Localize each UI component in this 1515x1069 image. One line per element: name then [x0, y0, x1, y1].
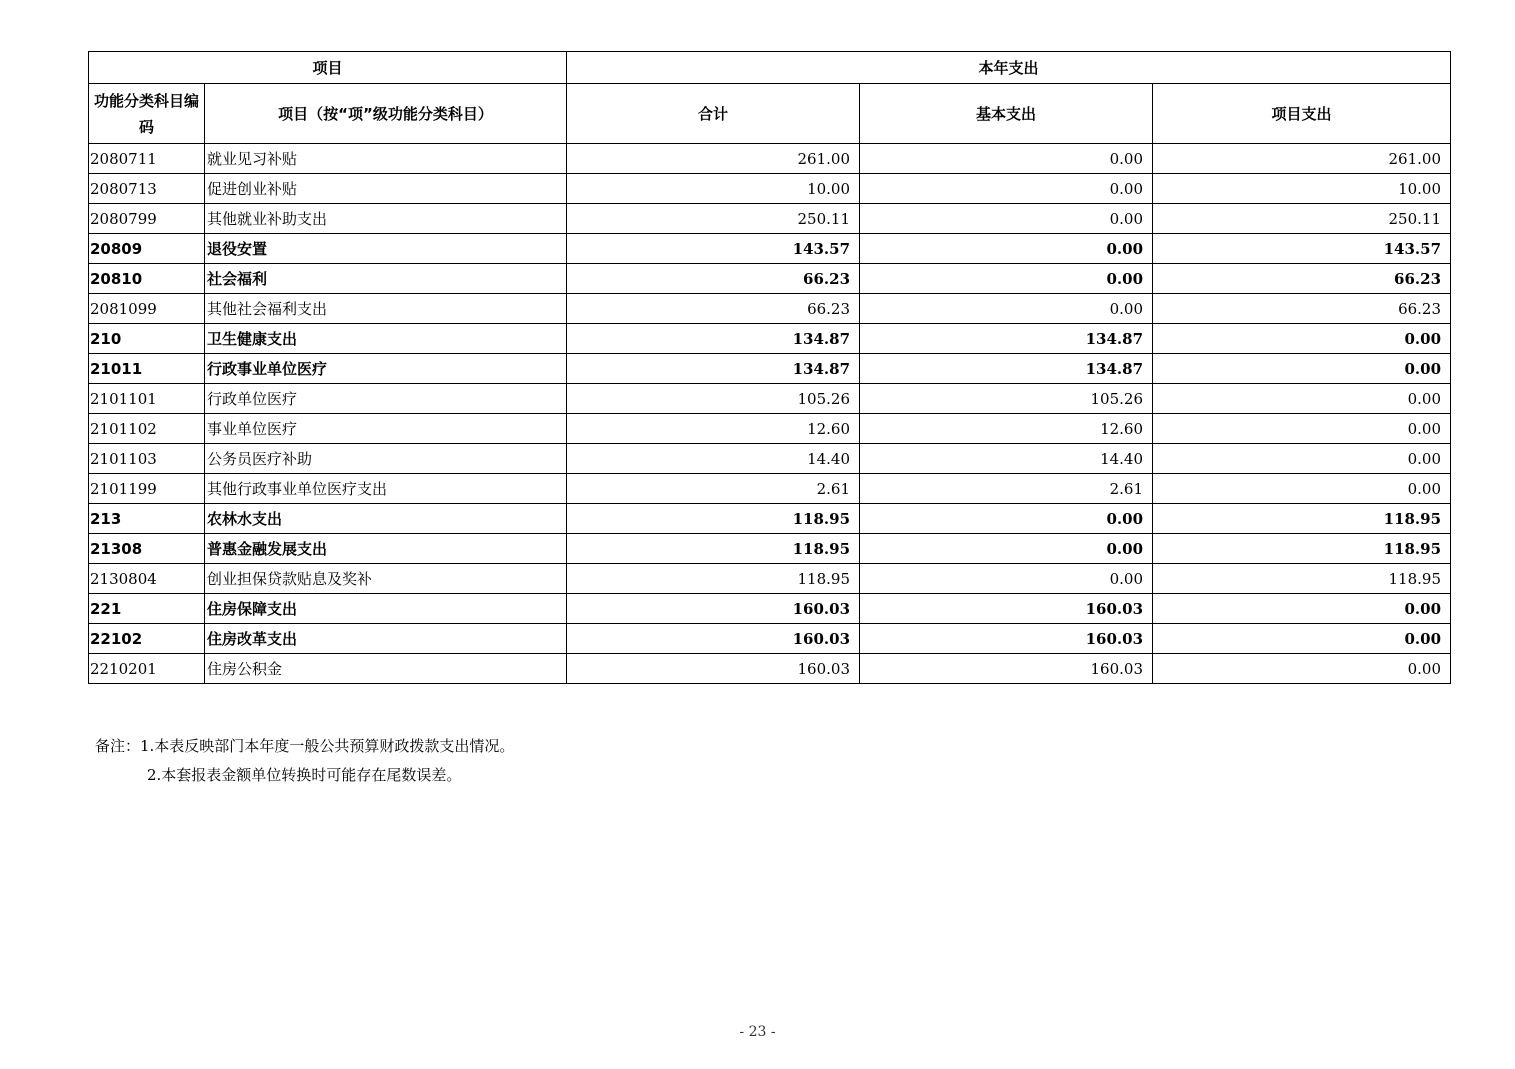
cell-total: 261.00 — [567, 144, 860, 174]
cell-name: 其他行政事业单位医疗支出 — [205, 474, 567, 504]
header-expense-group: 本年支出 — [567, 52, 1451, 84]
cell-basic: 2.61 — [860, 474, 1153, 504]
cell-basic: 0.00 — [860, 144, 1153, 174]
table-row — [89, 174, 1451, 204]
note-line-1: 备注：1.本表反映部门本年度一般公共预算财政拨款支出情况。 — [95, 737, 515, 755]
cell-name: 退役安置 — [205, 234, 567, 264]
cell-basic: 0.00 — [860, 294, 1153, 324]
cell-name: 住房保障支出 — [205, 594, 567, 624]
header-project-column: 项目支出 — [1153, 84, 1451, 144]
table-row — [89, 294, 1451, 324]
budget-expenditure-table — [88, 51, 1451, 684]
cell-project: 0.00 — [1153, 624, 1451, 654]
cell-total: 160.03 — [567, 624, 860, 654]
cell-basic: 160.03 — [860, 624, 1153, 654]
header-total-column: 合计 — [567, 84, 860, 144]
cell-basic: 0.00 — [860, 534, 1153, 564]
header-basic-column: 基本支出 — [860, 84, 1153, 144]
cell-total: 66.23 — [567, 294, 860, 324]
table-row — [89, 384, 1451, 414]
cell-code: 221 — [89, 594, 205, 624]
cell-total: 118.95 — [567, 564, 860, 594]
cell-code: 2080713 — [89, 174, 205, 204]
cell-name: 农林水支出 — [205, 504, 567, 534]
notes — [95, 732, 514, 790]
cell-basic: 0.00 — [860, 564, 1153, 594]
table-row — [89, 234, 1451, 264]
table-row — [89, 534, 1451, 564]
cell-name: 卫生健康支出 — [205, 324, 567, 354]
cell-basic: 0.00 — [860, 234, 1153, 264]
cell-total: 10.00 — [567, 174, 860, 204]
cell-name: 其他就业补助支出 — [205, 204, 567, 234]
cell-total: 12.60 — [567, 414, 860, 444]
cell-project: 0.00 — [1153, 474, 1451, 504]
cell-total: 118.95 — [567, 504, 860, 534]
note-line-2: 2.本套报表金额单位转换时可能存在尾数误差。 — [147, 766, 462, 784]
table-row — [89, 564, 1451, 594]
table-row — [89, 474, 1451, 504]
cell-project: 0.00 — [1153, 324, 1451, 354]
cell-code: 213 — [89, 504, 205, 534]
cell-project: 118.95 — [1153, 534, 1451, 564]
cell-project: 66.23 — [1153, 294, 1451, 324]
cell-name: 住房改革支出 — [205, 624, 567, 654]
cell-project: 66.23 — [1153, 264, 1451, 294]
table-row — [89, 144, 1451, 174]
cell-basic: 160.03 — [860, 594, 1153, 624]
cell-name: 行政事业单位医疗 — [205, 354, 567, 384]
cell-total: 14.40 — [567, 444, 860, 474]
cell-code: 2130804 — [89, 564, 205, 594]
header-code-column: 功能分类科目编码 — [89, 84, 205, 144]
table-row — [89, 624, 1451, 654]
cell-name: 社会福利 — [205, 264, 567, 294]
cell-code: 20810 — [89, 264, 205, 294]
cell-name: 促进创业补贴 — [205, 174, 567, 204]
cell-code: 21011 — [89, 354, 205, 384]
cell-basic: 0.00 — [860, 174, 1153, 204]
cell-name: 事业单位医疗 — [205, 414, 567, 444]
cell-basic: 0.00 — [860, 264, 1153, 294]
cell-total: 143.57 — [567, 234, 860, 264]
table-row — [89, 324, 1451, 354]
cell-name: 创业担保贷款贴息及奖补 — [205, 564, 567, 594]
table-row — [89, 414, 1451, 444]
cell-basic: 134.87 — [860, 354, 1153, 384]
cell-code: 2101199 — [89, 474, 205, 504]
cell-basic: 0.00 — [860, 204, 1153, 234]
cell-code: 2081099 — [89, 294, 205, 324]
page-number: - 23 - — [739, 1024, 776, 1040]
cell-project: 118.95 — [1153, 564, 1451, 594]
cell-total: 66.23 — [567, 264, 860, 294]
cell-project: 143.57 — [1153, 234, 1451, 264]
cell-code: 22102 — [89, 624, 205, 654]
table-row — [89, 354, 1451, 384]
cell-total: 105.26 — [567, 384, 860, 414]
cell-total: 2.61 — [567, 474, 860, 504]
cell-project: 0.00 — [1153, 654, 1451, 684]
cell-project: 0.00 — [1153, 414, 1451, 444]
cell-project: 0.00 — [1153, 594, 1451, 624]
cell-total: 160.03 — [567, 594, 860, 624]
table-row — [89, 204, 1451, 234]
cell-project: 0.00 — [1153, 444, 1451, 474]
cell-total: 160.03 — [567, 654, 860, 684]
cell-code: 210 — [89, 324, 205, 354]
cell-basic: 0.00 — [860, 504, 1153, 534]
header-row-group — [89, 52, 1451, 84]
table-row — [89, 264, 1451, 294]
header-item-group: 项目 — [89, 52, 567, 84]
table-row — [89, 594, 1451, 624]
table-row — [89, 654, 1451, 684]
cell-name: 公务员医疗补助 — [205, 444, 567, 474]
cell-basic: 12.60 — [860, 414, 1153, 444]
table-row — [89, 504, 1451, 534]
cell-code: 20809 — [89, 234, 205, 264]
table-row — [89, 444, 1451, 474]
cell-code: 21308 — [89, 534, 205, 564]
cell-total: 118.95 — [567, 534, 860, 564]
cell-name: 住房公积金 — [205, 654, 567, 684]
cell-total: 134.87 — [567, 354, 860, 384]
cell-basic: 105.26 — [860, 384, 1153, 414]
cell-code: 2210201 — [89, 654, 205, 684]
cell-project: 261.00 — [1153, 144, 1451, 174]
cell-code: 2101101 — [89, 384, 205, 414]
cell-total: 250.11 — [567, 204, 860, 234]
cell-code: 2101102 — [89, 414, 205, 444]
cell-project: 10.00 — [1153, 174, 1451, 204]
header-row-columns — [89, 84, 1451, 144]
cell-project: 118.95 — [1153, 504, 1451, 534]
cell-basic: 14.40 — [860, 444, 1153, 474]
cell-name: 其他社会福利支出 — [205, 294, 567, 324]
cell-total: 134.87 — [567, 324, 860, 354]
cell-code: 2101103 — [89, 444, 205, 474]
cell-name: 就业见习补贴 — [205, 144, 567, 174]
table-body — [89, 144, 1451, 684]
cell-name: 普惠金融发展支出 — [205, 534, 567, 564]
cell-name: 行政单位医疗 — [205, 384, 567, 414]
cell-code: 2080799 — [89, 204, 205, 234]
cell-basic: 134.87 — [860, 324, 1153, 354]
cell-code: 2080711 — [89, 144, 205, 174]
cell-project: 0.00 — [1153, 384, 1451, 414]
header-name-column: 项目（按“项”级功能分类科目） — [205, 84, 567, 144]
cell-project: 250.11 — [1153, 204, 1451, 234]
cell-project: 0.00 — [1153, 354, 1451, 384]
cell-basic: 160.03 — [860, 654, 1153, 684]
